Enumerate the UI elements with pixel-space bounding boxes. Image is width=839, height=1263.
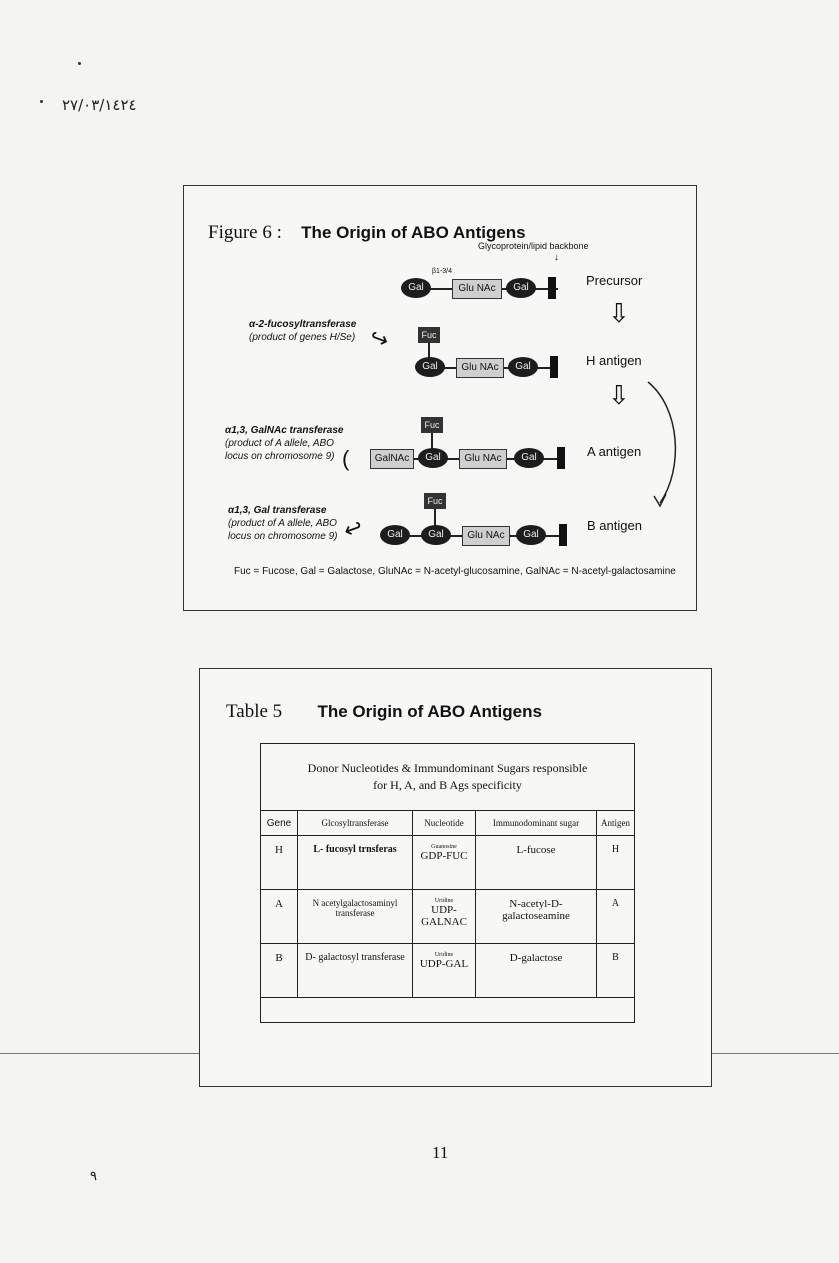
enzyme-detail: locus on chromosome 9) <box>228 531 338 542</box>
glunac-sugar: Glu NAc <box>452 279 502 299</box>
gal-sugar: Gal <box>418 448 448 468</box>
linkage-label: β1-3/4 <box>432 268 452 275</box>
nucleotide-base: Uridine <box>434 898 454 904</box>
gal-sugar: Gal <box>421 525 451 545</box>
cell-sugar: D-galactose <box>476 944 597 998</box>
col-header-antigen: Antigen <box>597 811 635 836</box>
nucleotide-base: Guanosine <box>431 844 457 850</box>
enzyme-name: α-2-fucosyltransferase <box>249 319 357 330</box>
figure-title: The Origin of ABO Antigens <box>301 223 526 242</box>
nucleotide-name: GDP-FUC <box>420 850 468 862</box>
speck <box>40 100 43 103</box>
page-number: 11 <box>432 1143 449 1162</box>
date-stamp: ٢٧/٠٣/١٤٢٤ <box>62 96 137 114</box>
backbone-bar <box>550 356 558 378</box>
enzyme-detail: locus on chromosome 9) <box>225 451 335 462</box>
cell-nucleotide <box>413 836 476 890</box>
enzyme-gal-transferase <box>228 504 338 543</box>
table-heading <box>226 701 542 723</box>
speck <box>78 62 81 65</box>
table-row <box>261 836 635 890</box>
gal-sugar: Gal <box>508 357 538 377</box>
figure-legend: Fuc = Fucose, Gal = Galactose, GluNAc = N-acetyl-glucosamine, GalNAc = N-acetyl-galactosamine <box>234 566 676 577</box>
gal-sugar: Gal <box>401 278 431 298</box>
enzyme-fucosyltransferase <box>249 318 356 344</box>
cell-sugar: L-fucose <box>476 836 597 890</box>
backbone-bar <box>559 524 567 546</box>
cell-transferase: L- fucosyl trnsferas <box>298 836 413 890</box>
cell-gene: H <box>261 836 298 890</box>
gal-sugar: Gal <box>380 525 410 545</box>
table-row <box>261 944 635 998</box>
col-header-gene: Gene <box>261 811 298 836</box>
nucleotide-name: UDP-GAL <box>419 958 469 970</box>
backbone-bar <box>548 277 556 299</box>
cell-transferase: N acetylgalactosaminyl transferase <box>298 890 413 944</box>
galnac-sugar: GalNAc <box>370 449 414 469</box>
table-label: Table 5 <box>226 701 283 722</box>
curved-arrow-icon <box>640 378 690 518</box>
cell-transferase: D- galactosyl transferase <box>298 944 413 998</box>
table-header-row <box>261 811 635 836</box>
table-row <box>261 890 635 944</box>
table-empty-row <box>261 998 635 1023</box>
cell-sugar: N-acetyl-D-galactoseamine <box>476 890 597 944</box>
enzyme-name: α1,3, GalNAc transferase <box>225 425 344 436</box>
nucleotide-name: UDP-GALNAC <box>421 904 467 928</box>
nucleotide-base: Uridine <box>434 952 454 958</box>
gal-sugar: Gal <box>415 357 445 377</box>
stage-precursor: Precursor <box>586 273 643 288</box>
caption-line: Donor Nucleotides & Immundominant Sugars responsible <box>307 761 588 775</box>
enzyme-detail: (product of A allele, ABO <box>225 438 334 449</box>
figure-label: Figure 6 : <box>208 222 282 243</box>
table-title: The Origin of ABO Antigens <box>317 702 542 721</box>
branch-line <box>434 509 436 526</box>
glunac-sugar: Glu NAc <box>459 449 507 469</box>
enzyme-detail: (product of genes H/Se) <box>249 332 356 343</box>
cell-gene: B <box>261 944 298 998</box>
backbone-bar <box>557 447 565 469</box>
gal-sugar: Gal <box>506 278 536 298</box>
gal-sugar: Gal <box>516 525 546 545</box>
fuc-sugar: Fuc <box>418 327 440 343</box>
col-header-transferase: Glcosyltransferase <box>298 811 413 836</box>
stage-b-antigen: B antigen <box>587 518 642 533</box>
cell-nucleotide <box>413 944 476 998</box>
glunac-sugar: Glu NAc <box>456 358 504 378</box>
enzyme-detail: (product of A allele, ABO <box>228 518 337 529</box>
backbone-label: Glycoprotein/lipid backbone <box>478 241 589 251</box>
stage-a-antigen: A antigen <box>587 444 642 459</box>
cell-antigen: B <box>597 944 635 998</box>
enzyme-name: α1,3, Gal transferase <box>228 505 327 516</box>
curved-arrow-icon: ( <box>342 446 350 471</box>
cell-nucleotide <box>413 890 476 944</box>
glunac-sugar: Glu NAc <box>462 526 510 546</box>
curved-arrow-icon: ↩ <box>340 513 366 544</box>
table-caption <box>261 744 635 811</box>
down-arrow-icon: ↓ <box>554 252 559 263</box>
down-arrow-icon: ⇩ <box>608 298 630 328</box>
enzyme-galnac-transferase <box>225 424 343 463</box>
col-header-sugar: Immunodominant sugar <box>476 811 597 836</box>
corner-mark: ٩ <box>90 1168 97 1183</box>
cell-antigen: H <box>597 836 635 890</box>
fuc-sugar: Fuc <box>424 493 446 509</box>
stage-h-antigen: H antigen <box>586 353 642 368</box>
cell-gene: A <box>261 890 298 944</box>
down-arrow-icon: ⇩ <box>608 380 630 410</box>
abo-table <box>260 743 635 1023</box>
cell-antigen: A <box>597 890 635 944</box>
curved-arrow-icon: ↪ <box>366 323 393 354</box>
gal-sugar: Gal <box>514 448 544 468</box>
col-header-nucleotide: Nucleotide <box>413 811 476 836</box>
caption-line: for H, A, and B Ags specificity <box>373 778 522 792</box>
branch-line <box>431 433 433 449</box>
fuc-sugar: Fuc <box>421 417 443 433</box>
